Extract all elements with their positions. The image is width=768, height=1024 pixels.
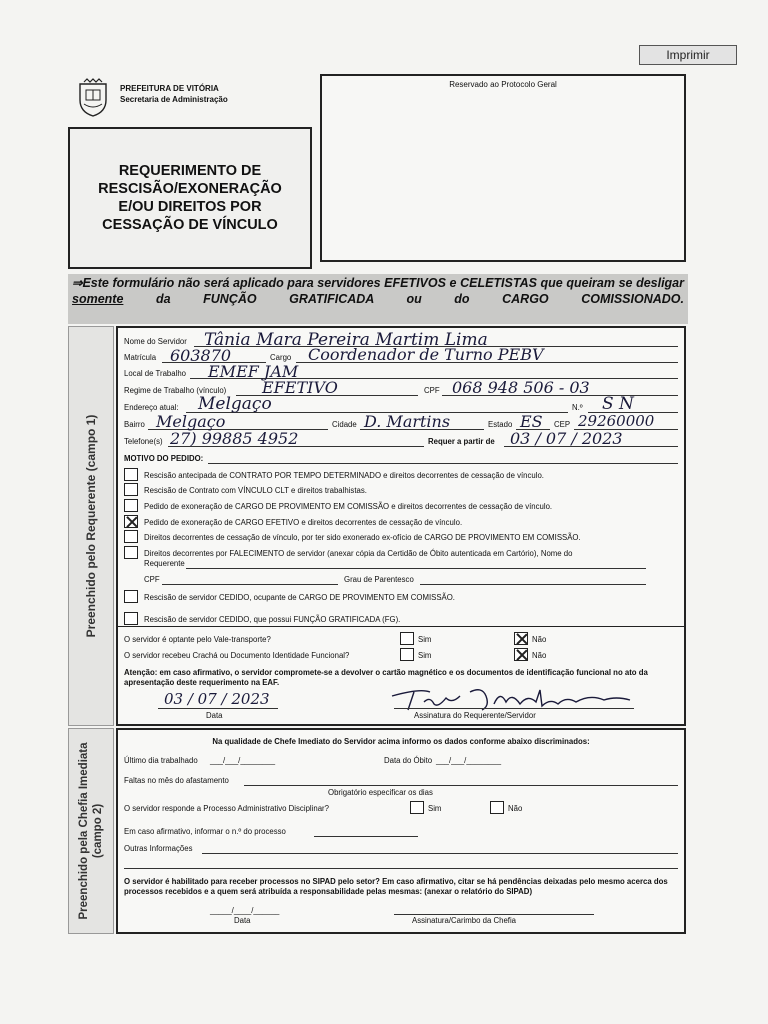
notice-text-2: da FUNÇÃO GRATIFICADA ou do CARGO COMISSIONADO.: [123, 291, 684, 306]
motivo-checkbox-1[interactable]: [124, 468, 138, 481]
cracha-nao-label: Não: [532, 651, 547, 660]
processo-nao-checkbox[interactable]: [490, 801, 504, 814]
campo1-side-label-box: [68, 326, 114, 726]
regime-field[interactable]: EFETIVO: [262, 378, 338, 397]
requer-label: Requer a partir de: [428, 437, 495, 446]
form-title-box: [68, 127, 312, 269]
cpf-label: CPF: [424, 386, 440, 395]
cargo-field[interactable]: Coordenador de Turno PEBV: [308, 345, 544, 364]
motivo-label-3: Pedido de exoneração de CARGO DE PROVIMENTO EM COMISSÃO e direitos decorrentes de cessação de vínculo.: [144, 502, 553, 511]
motivo-checkbox-6[interactable]: [124, 546, 138, 559]
protocol-box: [320, 74, 686, 262]
telefone-field[interactable]: 27) 99885 4952: [170, 429, 299, 448]
vale-question: O servidor é optante pelo Vale-transporte?: [124, 635, 271, 644]
data-obito-label: Data do Óbito: [384, 756, 433, 765]
notice-banner: [68, 274, 688, 324]
org-name: PREFEITURA DE VITÓRIA: [120, 84, 219, 93]
protocol-label: Reservado ao Protocolo Geral: [449, 80, 557, 89]
notice-underlined: somente: [72, 291, 124, 306]
processo-num-label: Em caso afirmativo, informar o n.º do processo: [124, 827, 286, 836]
processo-nao-label: Não: [508, 804, 523, 813]
campo2-heading: Na qualidade de Chefe Imediato do Servidor acima informo os dados conforme abaixo discriminados:: [212, 737, 590, 746]
campo2-data-label: Data: [234, 916, 251, 925]
sipad-text: O servidor é habilitado para receber processos no SIPAD pelo setor? Em caso afirmativo, citar se há pendências deixadas pelo mesmo acerca dos processos recebidos e a quem será atribuída a responsabilidade pelas mesmas: (anexar o relatório do SIPAD): [124, 877, 668, 896]
dept-name: Secretaria de Administração: [120, 95, 228, 104]
local-label: Local de Trabalho: [124, 369, 186, 378]
numero-field[interactable]: S N: [602, 394, 634, 414]
assinatura-label: Assinatura do Requerente/Servidor: [414, 711, 536, 720]
cracha-question: O servidor recebeu Crachá ou Documento Identidade Funcional?: [124, 651, 350, 660]
motivo-checkbox-3[interactable]: [124, 499, 138, 512]
matricula-label: Matrícula: [124, 353, 157, 362]
motivo-checkbox-4[interactable]: [124, 515, 138, 528]
processo-sim-checkbox[interactable]: [410, 801, 424, 814]
processo-question: O servidor responde a Processo Administrativo Disciplinar?: [124, 804, 329, 813]
motivo-checkbox-8[interactable]: [124, 612, 138, 625]
numero-label: N.º: [572, 403, 583, 412]
cep-field[interactable]: 29260000: [578, 412, 655, 430]
city-crest-icon: [76, 78, 110, 118]
data-label: Data: [206, 711, 223, 720]
vale-nao-checkbox[interactable]: [514, 632, 528, 645]
campo1-side-label: Preenchido pelo Requerente (campo 1): [84, 414, 98, 638]
motivo-label-8: Rescisão de servidor CEDIDO, que possui FUNÇÃO GRATIFICADA (FG).: [144, 615, 401, 624]
obrigatorio-label: Obrigatório especificar os dias: [328, 788, 433, 797]
estado-label: Estado: [488, 420, 513, 429]
cpf2-label: CPF: [144, 575, 160, 584]
processo-sim-label: Sim: [428, 804, 442, 813]
ultimo-dia-label: Último dia trabalhado: [124, 756, 198, 765]
cracha-sim-label: Sim: [418, 651, 432, 660]
nome-field[interactable]: Tânia Mara Pereira Martim Lima: [204, 330, 488, 350]
telefone-label: Telefone(s): [124, 437, 163, 446]
cidade-field[interactable]: D. Martins: [364, 412, 451, 431]
matricula-field[interactable]: 603870: [170, 346, 232, 365]
endereco-label: Endereço atual:: [124, 403, 179, 412]
cep-label: CEP: [554, 420, 571, 429]
regime-label: Regime de Trabalho (vínculo): [124, 386, 227, 395]
motivo-label-1: Rescisão antecipada de CONTRATO POR TEMPO DETERMINADO e direitos decorrentes de cessação de vínculo.: [144, 471, 544, 480]
notice-text-1: ⇒Este formulário não será aplicado para servidores EFETIVOS e CELETISTAS que queiram se desligar: [72, 276, 684, 290]
campo2-assinatura-label: Assinatura/Carimbo da Chefia: [412, 916, 517, 925]
local-field[interactable]: EMEF JAM: [208, 362, 299, 381]
data-field[interactable]: 03 / 07 / 2023: [164, 690, 270, 708]
campo1-section: [116, 326, 686, 726]
outras-label: Outras Informações: [124, 844, 193, 853]
cargo-label: Cargo: [270, 353, 292, 362]
estado-field[interactable]: ES: [520, 412, 543, 431]
vale-nao-label: Não: [532, 635, 547, 644]
motivo-label-2: Rescisão de Contrato com VÍNCULO CLT e direitos trabalhistas.: [144, 486, 367, 495]
atencao-text: Atenção: em caso afirmativo, o servidor compromete-se a devolver o cartão magnético e os documentos de identificação funcional no ato da apresentação deste requerimento na EAF.: [124, 668, 648, 687]
form-title: REQUERIMENTO DE RESCISÃO/EXONERAÇÃO E/OU DIREITOS POR CESSAÇÃO DE VÍNCULO: [98, 163, 282, 233]
motivo-label-6: Direitos decorrentes por FALECIMENTO de servidor (anexar cópia da Certidão de Óbito autenticada em Cartório), Nome do: [144, 549, 573, 558]
print-button[interactable]: Imprimir: [639, 45, 737, 65]
motivo-label-5: Direitos decorrentes de cessação de vínculo, por ter sido exonerado ex-ofício de CARGO DE PROVIMENTO EM COMISSÃO.: [144, 533, 581, 542]
parentesco-label: Grau de Parentesco: [344, 575, 414, 584]
bairro-label: Bairro: [124, 420, 145, 429]
motivo-checkbox-2[interactable]: [124, 483, 138, 496]
cracha-sim-checkbox[interactable]: [400, 648, 414, 661]
cidade-label: Cidade: [332, 420, 357, 429]
vale-sim-checkbox[interactable]: [400, 632, 414, 645]
campo2-side-label: Preenchido pela Chefia Imediata (campo 2): [78, 742, 104, 920]
nome-label: Nome do Servidor: [124, 337, 187, 346]
cpf-field[interactable]: 068 948 506 - 03: [452, 378, 590, 397]
vale-sim-label: Sim: [418, 635, 432, 644]
motivo-label-7: Rescisão de servidor CEDIDO, ocupante de CARGO DE PROVIMENTO EM COMISSÃO.: [144, 593, 455, 602]
requerente-label: Requerente: [144, 559, 185, 568]
motivo-checkbox-7[interactable]: [124, 590, 138, 603]
endereco-field[interactable]: Melgaço: [198, 394, 272, 414]
motivo-checkbox-5[interactable]: [124, 530, 138, 543]
faltas-label: Faltas no mês do afastamento: [124, 776, 229, 785]
bairro-field[interactable]: Melgaço: [156, 412, 226, 431]
requer-field[interactable]: 03 / 07 / 2023: [510, 429, 623, 448]
campo2-side-label-box: [68, 728, 114, 934]
motivo-label-4: Pedido de exoneração de CARGO EFETIVO e direitos decorrentes de cessação de vínculo.: [144, 518, 463, 527]
campo2-section: Na qualidade de Chefe Imediato do Servidor acima informo os dados conforme abaixo discriminados: Último dia trabalhado ___/___/________ Data do Óbito ___/___/________ Faltas no mês do afastamento Obrigatório especificar os dias O servidor responde a Processo Administrativo Disciplinar? Sim Não Em caso afirmativo, informar o n.º do processo Outras Informações O servidor é habilitado para receber processos no SIPAD pelo setor? Em caso afirmativo, citar se há pendências deixadas pelo mesmo acerca dos processos recebidos e a quem será atribuída a responsabilidade pelas mesmas: (anexar o relatório do SIPAD) _____/____/______ Data Assinatura/Carimbo da Chefia: [116, 728, 686, 934]
cracha-nao-checkbox[interactable]: [514, 648, 528, 661]
motivo-heading: MOTIVO DO PEDIDO:: [124, 454, 204, 463]
